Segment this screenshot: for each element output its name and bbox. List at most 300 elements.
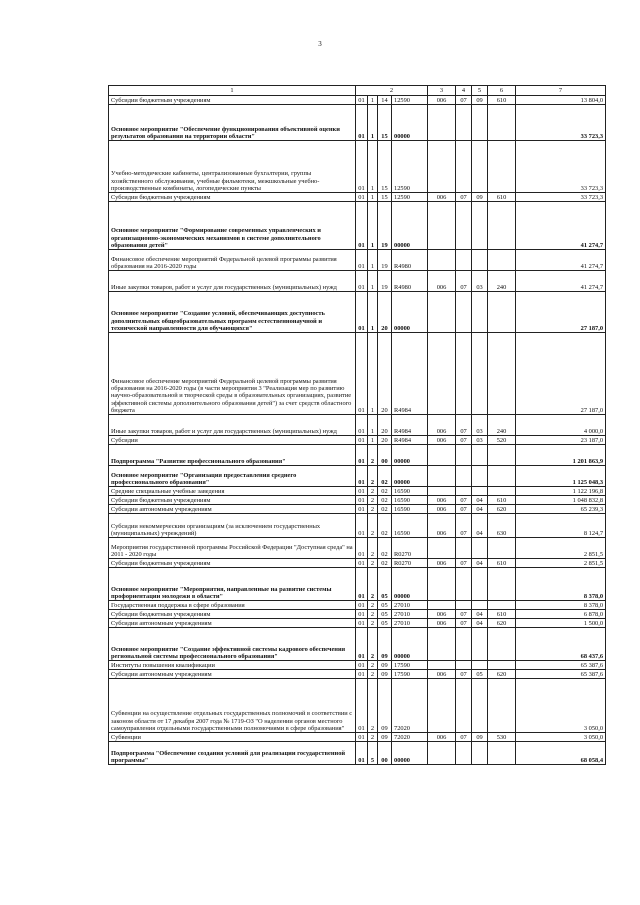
code-subprogram: 2: [368, 628, 378, 661]
row-name: Субсидии бюджетным учреждениям: [109, 610, 356, 619]
code-department: [428, 250, 456, 271]
code-expense-type: [488, 742, 516, 765]
code-direction: 16590: [392, 514, 428, 538]
code-program: 01: [356, 733, 368, 742]
code-expense-type: [488, 202, 516, 250]
row-name: Основное мероприятие "Создание эффективной системы кадрового обеспечения региональной системы профессионального образования": [109, 628, 356, 661]
code-subsection: [472, 466, 488, 487]
code-subsection: [472, 538, 488, 559]
code-department: 006: [428, 670, 456, 679]
code-direction: 12590: [392, 96, 428, 105]
code-section: 07: [456, 496, 472, 505]
code-expense-type: 630: [488, 514, 516, 538]
code-subsection: [472, 487, 488, 496]
code-program: 01: [356, 436, 368, 445]
code-program: 01: [356, 610, 368, 619]
code-department: 006: [428, 271, 456, 292]
code-department: [428, 679, 456, 733]
row-name: Основное мероприятие "Организация предоставления среднего профессионального образования": [109, 466, 356, 487]
code-subprogram: 2: [368, 661, 378, 670]
row-name: Субвенции: [109, 733, 356, 742]
code-department: 006: [428, 96, 456, 105]
page-number: 3: [318, 40, 322, 48]
row-amount: 27 187,0: [516, 333, 606, 415]
code-event: 15: [378, 105, 392, 141]
code-expense-type: 240: [488, 415, 516, 436]
code-department: 006: [428, 619, 456, 628]
row-name: Подпрограмма "Развитие профессионального образования": [109, 445, 356, 466]
row-name: Финансовое обеспечение мероприятий Федеральной целевой программы развития образования на 2016-2020 годы: [109, 250, 356, 271]
row-name: Подпрограмма "Обеспечение создания условий для реализации государственной программы": [109, 742, 356, 765]
code-event: 20: [378, 333, 392, 415]
table-header-row: [109, 86, 606, 96]
row-name: Субсидии автономным учреждениям: [109, 505, 356, 514]
row-amount: 65 387,6: [516, 661, 606, 670]
row-name: Государственная поддержка в сфере образования: [109, 601, 356, 610]
code-program: 01: [356, 141, 368, 193]
code-direction: 72020: [392, 679, 428, 733]
code-department: [428, 568, 456, 601]
code-direction: R4984: [392, 415, 428, 436]
code-subsection: 05: [472, 670, 488, 679]
row-amount: 1 201 863,9: [516, 445, 606, 466]
table-row: [109, 271, 606, 292]
code-program: 01: [356, 670, 368, 679]
code-department: [428, 445, 456, 466]
code-subsection: 04: [472, 619, 488, 628]
code-event: 05: [378, 568, 392, 601]
code-direction: 27010: [392, 610, 428, 619]
code-section: 07: [456, 271, 472, 292]
code-department: 006: [428, 610, 456, 619]
code-event: 02: [378, 466, 392, 487]
row-amount: 1 122 196,8: [516, 487, 606, 496]
code-section: [456, 250, 472, 271]
code-event: 02: [378, 514, 392, 538]
table-row: [109, 487, 606, 496]
row-name: Субсидии некоммерческим организациям (за исключением государственных (муниципальных) учреждений): [109, 514, 356, 538]
code-program: 01: [356, 292, 368, 333]
code-program: 01: [356, 271, 368, 292]
table-row: [109, 514, 606, 538]
header-cell-6: 6: [488, 86, 516, 96]
code-program: 01: [356, 568, 368, 601]
code-section: 07: [456, 733, 472, 742]
table-row: [109, 628, 606, 661]
code-expense-type: 610: [488, 610, 516, 619]
header-cell-4: 4: [456, 86, 472, 96]
table-row: [109, 202, 606, 250]
code-event: 05: [378, 610, 392, 619]
row-name: Мероприятия государственной программы Российской Федерации "Доступная среда" на 2011 - 2020 годы: [109, 538, 356, 559]
code-subsection: [472, 250, 488, 271]
code-subprogram: 1: [368, 105, 378, 141]
row-amount: 8 124,7: [516, 514, 606, 538]
table-row: [109, 742, 606, 765]
code-section: [456, 628, 472, 661]
code-program: 01: [356, 105, 368, 141]
table-row: [109, 496, 606, 505]
code-subprogram: 1: [368, 333, 378, 415]
code-expense-type: [488, 568, 516, 601]
code-section: 07: [456, 559, 472, 568]
table-row: [109, 568, 606, 601]
code-subsection: [472, 105, 488, 141]
code-expense-type: [488, 105, 516, 141]
code-event: 14: [378, 96, 392, 105]
code-expense-type: 240: [488, 271, 516, 292]
code-department: [428, 292, 456, 333]
code-section: [456, 105, 472, 141]
row-name: Субсидии бюджетным учреждениям: [109, 496, 356, 505]
code-event: 05: [378, 619, 392, 628]
row-amount: 68 437,6: [516, 628, 606, 661]
code-expense-type: 610: [488, 193, 516, 202]
code-section: [456, 568, 472, 601]
row-amount: 23 187,0: [516, 436, 606, 445]
code-program: 01: [356, 193, 368, 202]
row-amount: 8 378,0: [516, 601, 606, 610]
code-program: 01: [356, 487, 368, 496]
row-name: Основное мероприятие "Создание условий, обеспечивающих доступность дополнительных общеобразовательных программ естественнонаучной и технической направленности для обучающихся": [109, 292, 356, 333]
code-event: 15: [378, 193, 392, 202]
row-amount: 3 050,0: [516, 679, 606, 733]
code-section: [456, 141, 472, 193]
code-event: 09: [378, 661, 392, 670]
code-event: 09: [378, 733, 392, 742]
row-amount: 13 804,0: [516, 96, 606, 105]
table-row: [109, 96, 606, 105]
code-subsection: [472, 679, 488, 733]
code-department: [428, 538, 456, 559]
table-row: [109, 538, 606, 559]
row-amount: 2 851,5: [516, 538, 606, 559]
code-expense-type: [488, 487, 516, 496]
code-subprogram: 1: [368, 193, 378, 202]
code-direction: 12590: [392, 141, 428, 193]
code-department: 006: [428, 733, 456, 742]
code-event: 02: [378, 505, 392, 514]
code-department: 006: [428, 415, 456, 436]
code-direction: 16590: [392, 505, 428, 514]
row-amount: 1 048 832,8: [516, 496, 606, 505]
code-expense-type: [488, 628, 516, 661]
code-department: [428, 601, 456, 610]
row-name: Средние специальные учебные заведения: [109, 487, 356, 496]
code-section: [456, 445, 472, 466]
code-section: [456, 292, 472, 333]
code-program: 01: [356, 250, 368, 271]
row-amount: 41 274,7: [516, 271, 606, 292]
code-expense-type: [488, 250, 516, 271]
code-expense-type: 620: [488, 505, 516, 514]
row-amount: 65 387,6: [516, 670, 606, 679]
code-program: 01: [356, 445, 368, 466]
code-direction: 12590: [392, 193, 428, 202]
code-subprogram: 1: [368, 415, 378, 436]
code-section: [456, 601, 472, 610]
row-name: Основное мероприятие "Обеспечение функционирования объективной оценки результатов образования на территории области": [109, 105, 356, 141]
row-amount: 33 723,3: [516, 193, 606, 202]
table-row: [109, 619, 606, 628]
row-name: Основное мероприятие "Формирование современных управленческих и организационно-экономических механизмов в системе дополнительного образования детей": [109, 202, 356, 250]
header-cell-3: 3: [428, 86, 456, 96]
code-department: 006: [428, 505, 456, 514]
table-row: [109, 505, 606, 514]
code-section: [456, 538, 472, 559]
row-amount: 33 723,3: [516, 105, 606, 141]
table-row: [109, 610, 606, 619]
table-row: [109, 415, 606, 436]
code-program: 01: [356, 679, 368, 733]
code-subprogram: 2: [368, 514, 378, 538]
code-section: 07: [456, 415, 472, 436]
code-subprogram: 2: [368, 679, 378, 733]
table-row: [109, 445, 606, 466]
code-direction: 00000: [392, 742, 428, 765]
budget-table: [108, 85, 606, 765]
table-row: [109, 733, 606, 742]
table-row: [109, 670, 606, 679]
code-program: 01: [356, 96, 368, 105]
row-amount: 1 125 048,3: [516, 466, 606, 487]
code-direction: 00000: [392, 202, 428, 250]
code-expense-type: 610: [488, 496, 516, 505]
table-row: [109, 466, 606, 487]
code-direction: R4984: [392, 436, 428, 445]
code-expense-type: [488, 538, 516, 559]
table-row: [109, 105, 606, 141]
header-cell-7: 7: [516, 86, 606, 96]
header-cell-1: 1: [109, 86, 356, 96]
row-name: Субсидии бюджетным учреждениям: [109, 559, 356, 568]
code-department: [428, 628, 456, 661]
row-name: Субсидии автономным учреждениям: [109, 619, 356, 628]
code-section: [456, 679, 472, 733]
table-row: [109, 559, 606, 568]
table-row: [109, 679, 606, 733]
code-subprogram: 2: [368, 733, 378, 742]
code-subprogram: 2: [368, 559, 378, 568]
code-event: 09: [378, 679, 392, 733]
code-subsection: [472, 661, 488, 670]
code-subprogram: 1: [368, 202, 378, 250]
code-section: 07: [456, 619, 472, 628]
code-subprogram: 2: [368, 505, 378, 514]
row-name: Субсидии бюджетным учреждениям: [109, 193, 356, 202]
code-department: [428, 742, 456, 765]
code-subsection: 03: [472, 415, 488, 436]
code-section: 07: [456, 610, 472, 619]
code-expense-type: [488, 466, 516, 487]
code-direction: R4980: [392, 271, 428, 292]
code-subprogram: 2: [368, 610, 378, 619]
code-section: 07: [456, 193, 472, 202]
code-department: [428, 141, 456, 193]
code-expense-type: 620: [488, 619, 516, 628]
row-amount: 6 878,0: [516, 610, 606, 619]
code-direction: 16590: [392, 496, 428, 505]
code-subprogram: 2: [368, 487, 378, 496]
code-section: [456, 333, 472, 415]
code-event: 20: [378, 292, 392, 333]
code-program: 01: [356, 466, 368, 487]
code-program: 01: [356, 742, 368, 765]
code-direction: 17590: [392, 670, 428, 679]
row-amount: 1 500,0: [516, 619, 606, 628]
code-direction: 00000: [392, 568, 428, 601]
table-row: [109, 661, 606, 670]
code-direction: 00000: [392, 445, 428, 466]
header-cell-2: 2: [356, 86, 428, 96]
code-direction: 72020: [392, 733, 428, 742]
code-subsection: [472, 742, 488, 765]
code-direction: 00000: [392, 292, 428, 333]
row-name: Субвенции на осуществление отдельных государственных полномочий в соответствии с законом области от 17 декабря 2007 года № 1719-ОЗ "О наделении органов местного самоуправления отдельными государственными полномочиями в сфере образования": [109, 679, 356, 733]
code-event: 02: [378, 538, 392, 559]
code-direction: 00000: [392, 105, 428, 141]
code-program: 01: [356, 661, 368, 670]
table-row: [109, 141, 606, 193]
code-department: 006: [428, 559, 456, 568]
code-direction: R0270: [392, 559, 428, 568]
code-program: 01: [356, 538, 368, 559]
code-section: 07: [456, 96, 472, 105]
code-expense-type: [488, 292, 516, 333]
code-expense-type: 610: [488, 559, 516, 568]
code-expense-type: 520: [488, 436, 516, 445]
code-program: 01: [356, 559, 368, 568]
code-expense-type: [488, 445, 516, 466]
row-amount: 4 000,0: [516, 415, 606, 436]
code-program: 01: [356, 628, 368, 661]
code-section: 07: [456, 436, 472, 445]
code-subprogram: 2: [368, 538, 378, 559]
code-event: 19: [378, 202, 392, 250]
code-program: 01: [356, 505, 368, 514]
code-department: [428, 202, 456, 250]
code-event: 02: [378, 559, 392, 568]
code-direction: 16590: [392, 487, 428, 496]
code-subprogram: 2: [368, 619, 378, 628]
code-department: [428, 661, 456, 670]
code-subsection: [472, 568, 488, 601]
code-program: 01: [356, 601, 368, 610]
code-subprogram: 1: [368, 250, 378, 271]
row-amount: 65 239,3: [516, 505, 606, 514]
code-subsection: 04: [472, 559, 488, 568]
row-name: Субсидии автономным учреждениям: [109, 670, 356, 679]
code-direction: 27010: [392, 619, 428, 628]
code-expense-type: 620: [488, 670, 516, 679]
code-program: 01: [356, 514, 368, 538]
code-subprogram: 2: [368, 445, 378, 466]
code-subprogram: 2: [368, 568, 378, 601]
code-event: 00: [378, 445, 392, 466]
header-cell-5: 5: [472, 86, 488, 96]
code-subsection: 04: [472, 496, 488, 505]
code-event: 15: [378, 141, 392, 193]
code-program: 01: [356, 496, 368, 505]
code-subprogram: 5: [368, 742, 378, 765]
code-event: 20: [378, 436, 392, 445]
code-program: 01: [356, 202, 368, 250]
code-section: [456, 202, 472, 250]
code-department: [428, 333, 456, 415]
code-direction: 27010: [392, 601, 428, 610]
code-subprogram: 1: [368, 271, 378, 292]
code-subprogram: 2: [368, 601, 378, 610]
code-subsection: [472, 601, 488, 610]
code-subprogram: 2: [368, 670, 378, 679]
code-subsection: 09: [472, 193, 488, 202]
code-expense-type: [488, 141, 516, 193]
code-expense-type: 530: [488, 733, 516, 742]
row-name: Учебно-методические кабинеты, централизованные бухгалтерии, группы хозяйственного обслуживания, учебные фильмотеки, межшкольные учебно-производственные комбинаты, логопедические пункты: [109, 141, 356, 193]
code-expense-type: [488, 333, 516, 415]
code-subsection: [472, 628, 488, 661]
table-row: [109, 292, 606, 333]
code-expense-type: [488, 601, 516, 610]
code-subsection: [472, 141, 488, 193]
code-subsection: 09: [472, 733, 488, 742]
code-direction: 17590: [392, 661, 428, 670]
code-section: 07: [456, 514, 472, 538]
code-expense-type: [488, 661, 516, 670]
code-subsection: 03: [472, 436, 488, 445]
table-row: [109, 250, 606, 271]
code-event: 19: [378, 271, 392, 292]
code-subsection: [472, 445, 488, 466]
code-event: 20: [378, 415, 392, 436]
code-subprogram: 2: [368, 466, 378, 487]
code-event: 09: [378, 670, 392, 679]
code-event: 02: [378, 496, 392, 505]
code-subsection: [472, 202, 488, 250]
code-program: 01: [356, 619, 368, 628]
code-section: [456, 487, 472, 496]
code-event: 19: [378, 250, 392, 271]
code-subsection: [472, 333, 488, 415]
code-direction: 00000: [392, 628, 428, 661]
code-department: 006: [428, 436, 456, 445]
code-direction: R0270: [392, 538, 428, 559]
row-name: Иные закупки товаров, работ и услуг для государственных (муниципальных) нужд: [109, 415, 356, 436]
row-amount: 41 274,7: [516, 250, 606, 271]
row-amount: 27 187,0: [516, 292, 606, 333]
code-department: [428, 105, 456, 141]
code-expense-type: 610: [488, 96, 516, 105]
row-name: Финансовое обеспечение мероприятий Федеральной целевой программы развития образования на 2016-2020 годы (в части мероприятия 3 "Реализация мер по развитию научно-образовательной и творческой среды в образовательных организациях, развитие эффективной системы дополнительного образования детей") за счет средств областного бюджета: [109, 333, 356, 415]
code-department: 006: [428, 514, 456, 538]
table-row: [109, 193, 606, 202]
code-event: 00: [378, 742, 392, 765]
code-direction: R4984: [392, 333, 428, 415]
code-direction: 00000: [392, 466, 428, 487]
code-direction: R4980: [392, 250, 428, 271]
code-section: 07: [456, 505, 472, 514]
code-subsection: [472, 292, 488, 333]
code-subsection: 04: [472, 514, 488, 538]
code-subsection: 03: [472, 271, 488, 292]
code-subprogram: 1: [368, 436, 378, 445]
code-section: [456, 466, 472, 487]
code-subprogram: 1: [368, 96, 378, 105]
code-event: 09: [378, 628, 392, 661]
table-row: [109, 333, 606, 415]
row-amount: 41 274,7: [516, 202, 606, 250]
code-section: [456, 661, 472, 670]
